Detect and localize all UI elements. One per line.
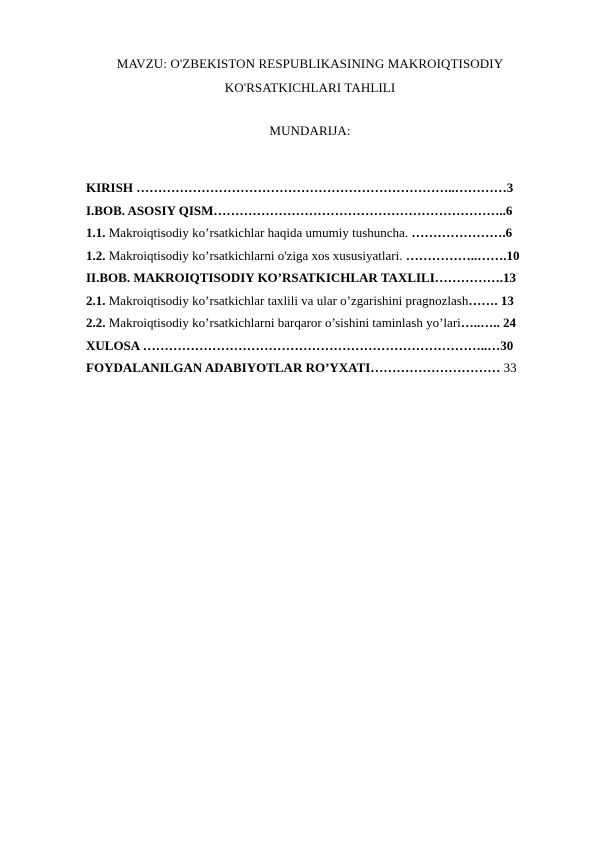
toc-entry-number: 2.2. xyxy=(86,315,106,330)
toc-entry-kirish xyxy=(86,177,556,200)
toc-entry-text: I.BOB. ASOSIY QISM xyxy=(86,202,214,218)
toc-entry-number: 1.1. xyxy=(86,225,106,240)
contents-heading: MUNDARIJA: xyxy=(269,123,351,138)
toc-entry-text: II.BOB. MAKROIQTISODIY KO’RSATKICHLAR TAXLILI xyxy=(86,270,435,285)
toc-entry-text: Makroiqtisodiy ko’rsatkichlarni barqaror o’sishini taminlash yo’lari xyxy=(105,315,461,330)
toc-entry-page: 13 xyxy=(503,270,517,285)
toc-entry-chapter-1 xyxy=(86,200,556,223)
toc-entry-dots: …………………. xyxy=(411,225,506,240)
toc-entry-section-2-2 xyxy=(86,312,556,335)
toc-entry-page: 6 xyxy=(505,202,513,218)
toc-entry-dots: ………………………………………………………………..………… xyxy=(136,180,507,195)
toc-entry-dots: ………………………………………………………….. xyxy=(213,202,506,218)
toc-entry-number: 1.2. xyxy=(86,247,106,263)
toc-entry-text: Makroiqtisodiy ko’rsatkichlar haqida umumiy tushuncha. xyxy=(105,225,412,240)
topic-title-line-2: KO'RSATKICHLARI TAHLILI xyxy=(224,80,396,95)
toc-entry-number: 2.1. xyxy=(86,292,106,308)
topic-title-line-1: MAVZU: O'ZBEKISTON RESPUBLIKASINING MAKROIQTISODIY xyxy=(116,56,504,71)
toc-entry-page: 13 xyxy=(500,292,514,308)
toc-entry-dots: ……………. xyxy=(434,270,504,285)
toc-entry-page: 33 xyxy=(503,360,517,375)
toc-entry-page: 10 xyxy=(506,247,520,263)
toc-entry-xulosa xyxy=(86,335,556,358)
toc-entry-dots: ……………..……. xyxy=(405,247,507,263)
toc-entry-text: KIRISH xyxy=(86,180,137,195)
toc-entry-page: 6 xyxy=(505,225,513,240)
toc-entry-text: Makroiqtisodiy ko’rsatkichlarni o'ziga xos xususiyatlari. xyxy=(105,247,406,263)
toc-entry-dots: …..….. xyxy=(460,315,504,330)
table-of-contents xyxy=(86,177,556,380)
toc-entry-page: 3 xyxy=(506,180,514,195)
toc-entry-section-1-2 xyxy=(86,245,556,268)
toc-entry-text: XULOSA xyxy=(86,337,143,353)
toc-entry-page: 24 xyxy=(503,315,517,330)
toc-entry-dots: ……………………………………………………………………..… xyxy=(142,337,501,353)
toc-entry-section-1-1 xyxy=(86,222,556,245)
toc-entry-section-2-1 xyxy=(86,290,556,313)
toc-entry-text: Makroiqtisodiy ko’rsatkichlar taxlili va ular o’zgarishini pragnozlash xyxy=(105,292,469,308)
toc-entry-page: 30 xyxy=(500,337,514,353)
toc-entry-dots: ……. xyxy=(468,292,501,308)
toc-entry-chapter-2 xyxy=(86,267,556,290)
toc-entry-text: FOYDALANILGAN ADABIYOTLAR RO’YXATI xyxy=(86,360,371,375)
toc-entry-bibliography xyxy=(86,357,556,380)
toc-entry-dots: ………………………… xyxy=(370,360,504,375)
